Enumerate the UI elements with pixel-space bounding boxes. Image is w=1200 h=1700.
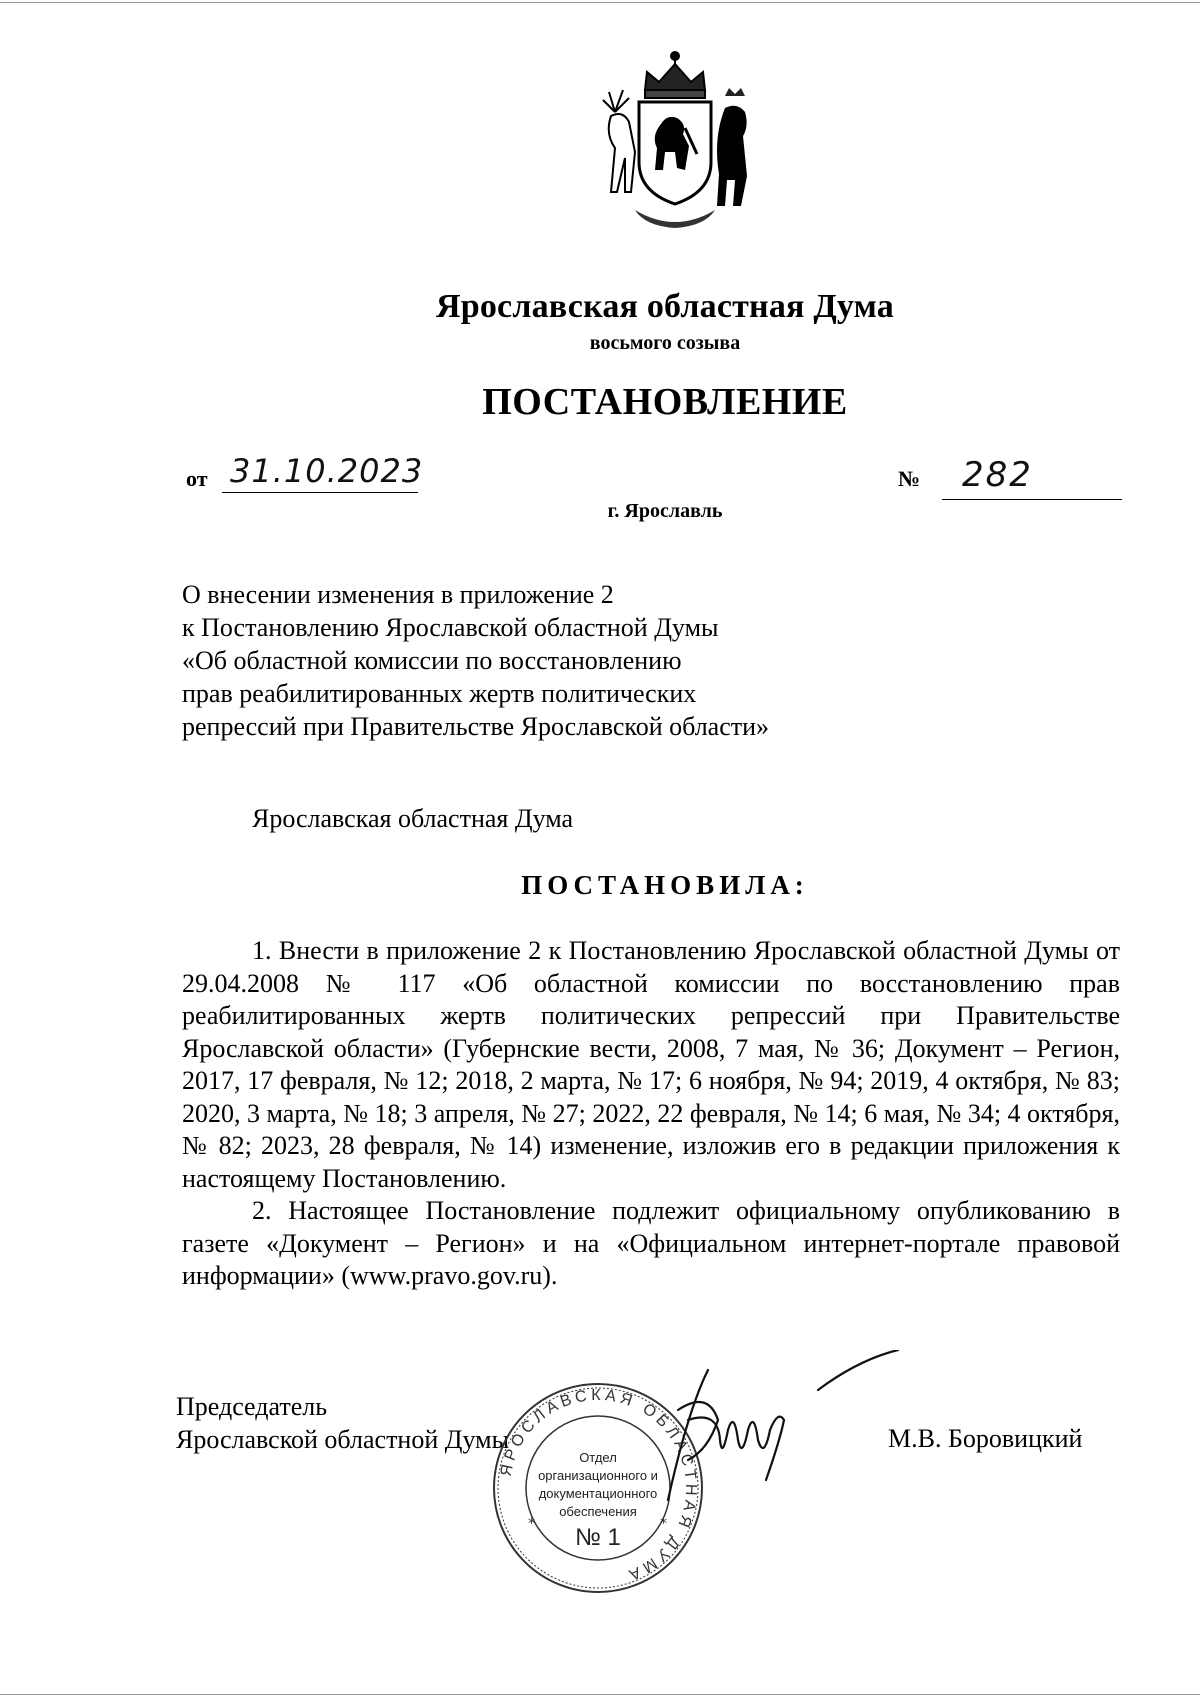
subject-line: О внесении изменения в приложение 2 bbox=[182, 580, 614, 609]
number-value: 282 bbox=[962, 455, 1033, 495]
seal-line: обеспечения bbox=[559, 1504, 637, 1519]
paragraph-1: 1. Внести в приложение 2 к Постановлению Ярославской областной Думы от 29.04.2008 № 117 «Об областной комиссии по восстановлению прав реабилитированных жертв политических репрессий при Правительстве Ярославской области» (Губернские вести, 2008, 7 мая, № 36; Документ – Регион, 2017, 17 февраля, № 12; 2018, 2 марта, № 17; 6 ноября, № 94; 2019, 4 октября, № 83; 2020, 3 марта, № 18; 3 апреля, № 27; 2022, 22 февраля, № 14; 6 мая, № 34; 4 октября, № 82; 2023, 28 февраля, № 14) изменение, изложив его в редакции приложения к настоящему Постановлению. bbox=[182, 936, 1120, 1193]
coat-of-arms-emblem bbox=[575, 42, 775, 242]
document-type: ПОСТАНОВЛЕНИЕ bbox=[482, 381, 848, 423]
subject-line: к Постановлению Ярославской областной Думы bbox=[182, 613, 719, 642]
seal-line: Отдел bbox=[579, 1450, 617, 1465]
seal-line: документационного bbox=[538, 1486, 658, 1501]
issuing-body: Ярославская областная Дума bbox=[252, 804, 574, 833]
position-line: Председатель bbox=[176, 1392, 328, 1421]
subject-line: «Об областной комиссии по восстановлению bbox=[182, 646, 682, 675]
date-underline bbox=[222, 492, 418, 493]
decided-heading: ПОСТАНОВИЛА: bbox=[521, 870, 809, 900]
paragraph-2: 2. Настоящее Постановление подлежит официальному опубликованию в газете «Документ – Регион» и на «Официальном интернет-портале правовой информации» (www.pravo.gov.ru). bbox=[182, 1196, 1120, 1290]
date-label: от bbox=[186, 466, 208, 491]
seal-line: организационного и bbox=[538, 1468, 658, 1483]
seal-number: № 1 bbox=[575, 1524, 621, 1551]
position-line: Ярославской областной Думы bbox=[176, 1425, 510, 1454]
org-title: Ярославская областная Дума bbox=[435, 288, 895, 325]
date-value: 31.10.2023 bbox=[230, 452, 424, 490]
scan-edge-bottom bbox=[0, 1694, 1200, 1695]
subject-line: прав реабилитированных жертв политических bbox=[182, 679, 697, 708]
signatory-name: М.В. Боровицкий bbox=[888, 1424, 1083, 1453]
signatory-position bbox=[176, 1390, 509, 1456]
document-subject bbox=[182, 578, 769, 743]
scan-edge-top bbox=[0, 2, 1200, 3]
number-label: № bbox=[898, 466, 921, 491]
seal-ring-text: ЯРОСЛАВСКАЯ ОБЛАСТНАЯ ДУМА bbox=[497, 1386, 700, 1585]
convocation: восьмого созыва bbox=[589, 332, 741, 354]
svg-text:*: * bbox=[528, 1516, 535, 1532]
city: г. Ярославль bbox=[607, 500, 723, 522]
svg-text:*: * bbox=[660, 1516, 667, 1532]
handwritten-signature bbox=[648, 1350, 908, 1520]
subject-line: репрессий при Правительстве Ярославской области» bbox=[182, 712, 770, 741]
